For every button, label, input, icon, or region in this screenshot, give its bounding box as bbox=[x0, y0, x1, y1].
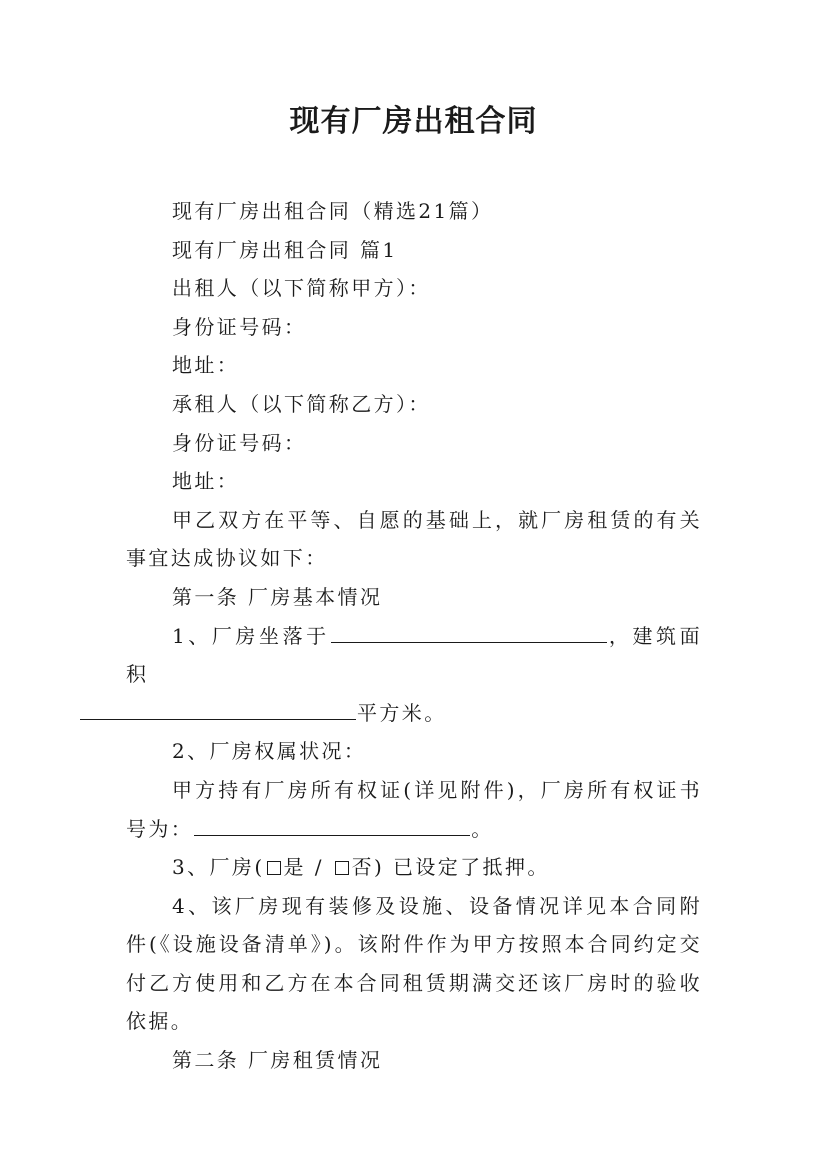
no-checkbox[interactable] bbox=[335, 861, 349, 875]
paragraph-lessee-address: 地址： bbox=[172, 469, 240, 494]
paragraph-certificate bbox=[126, 771, 702, 848]
paragraph-lessor: 出租人（以下简称甲方）： bbox=[172, 276, 431, 301]
area-label: ，建筑面积 bbox=[126, 623, 702, 687]
location-blank bbox=[331, 618, 607, 643]
paragraph-section-heading: 现有厂房出租合同 篇1 bbox=[172, 237, 398, 262]
area-unit: 平方米。 bbox=[357, 700, 447, 725]
paragraph-article-one: 第一条 厂房基本情况 bbox=[172, 584, 383, 609]
yes-checkbox[interactable] bbox=[267, 861, 281, 875]
mortgage-prefix: 3、厂房( bbox=[172, 855, 265, 880]
document-title: 现有厂房出租合同 bbox=[289, 104, 538, 139]
certificate-blank bbox=[194, 811, 470, 836]
paragraph-lessee-id: 身份证号码： bbox=[172, 430, 307, 455]
certificate-label: 甲方持有厂房所有权证(详见附件)，厂房所有权证书号为： bbox=[126, 777, 702, 841]
mortgage-yes-label: 是 / bbox=[283, 855, 333, 880]
certificate-end: 。 bbox=[471, 816, 494, 841]
paragraph-article-two: 第二条 厂房租赁情况 bbox=[172, 1048, 383, 1073]
paragraph-agreement-intro: 甲乙双方在平等、自愿的基础上，就厂房租赁的有关事宜达成协议如下： bbox=[126, 507, 702, 571]
document-body bbox=[126, 192, 702, 1080]
paragraph-facilities: 4、该厂房现有装修及设施、设备情况详见本合同附件(《设施设备清单》)。该附件作为甲方按照本合同约定交付乙方使用和乙方在本合同租赁期满交还该厂房时的验收依据。 bbox=[126, 893, 702, 1034]
paragraph-location bbox=[126, 617, 702, 733]
paragraph-subtitle: 现有厂房出租合同（精选21篇） bbox=[172, 199, 494, 223]
paragraph-lessee: 承租人（以下简称乙方）： bbox=[172, 391, 431, 416]
paragraph-mortgage bbox=[126, 848, 702, 887]
paragraph-ownership: 2、厂房权属状况： bbox=[172, 739, 367, 764]
area-blank bbox=[80, 695, 356, 720]
paragraph-lessor-address: 地址： bbox=[172, 353, 240, 378]
paragraph-lessor-id: 身份证号码： bbox=[172, 314, 307, 339]
location-label: 1、厂房坐落于 bbox=[172, 623, 330, 648]
mortgage-no-label: 否) 已设定了抵押。 bbox=[351, 855, 550, 880]
location-line bbox=[126, 617, 702, 694]
